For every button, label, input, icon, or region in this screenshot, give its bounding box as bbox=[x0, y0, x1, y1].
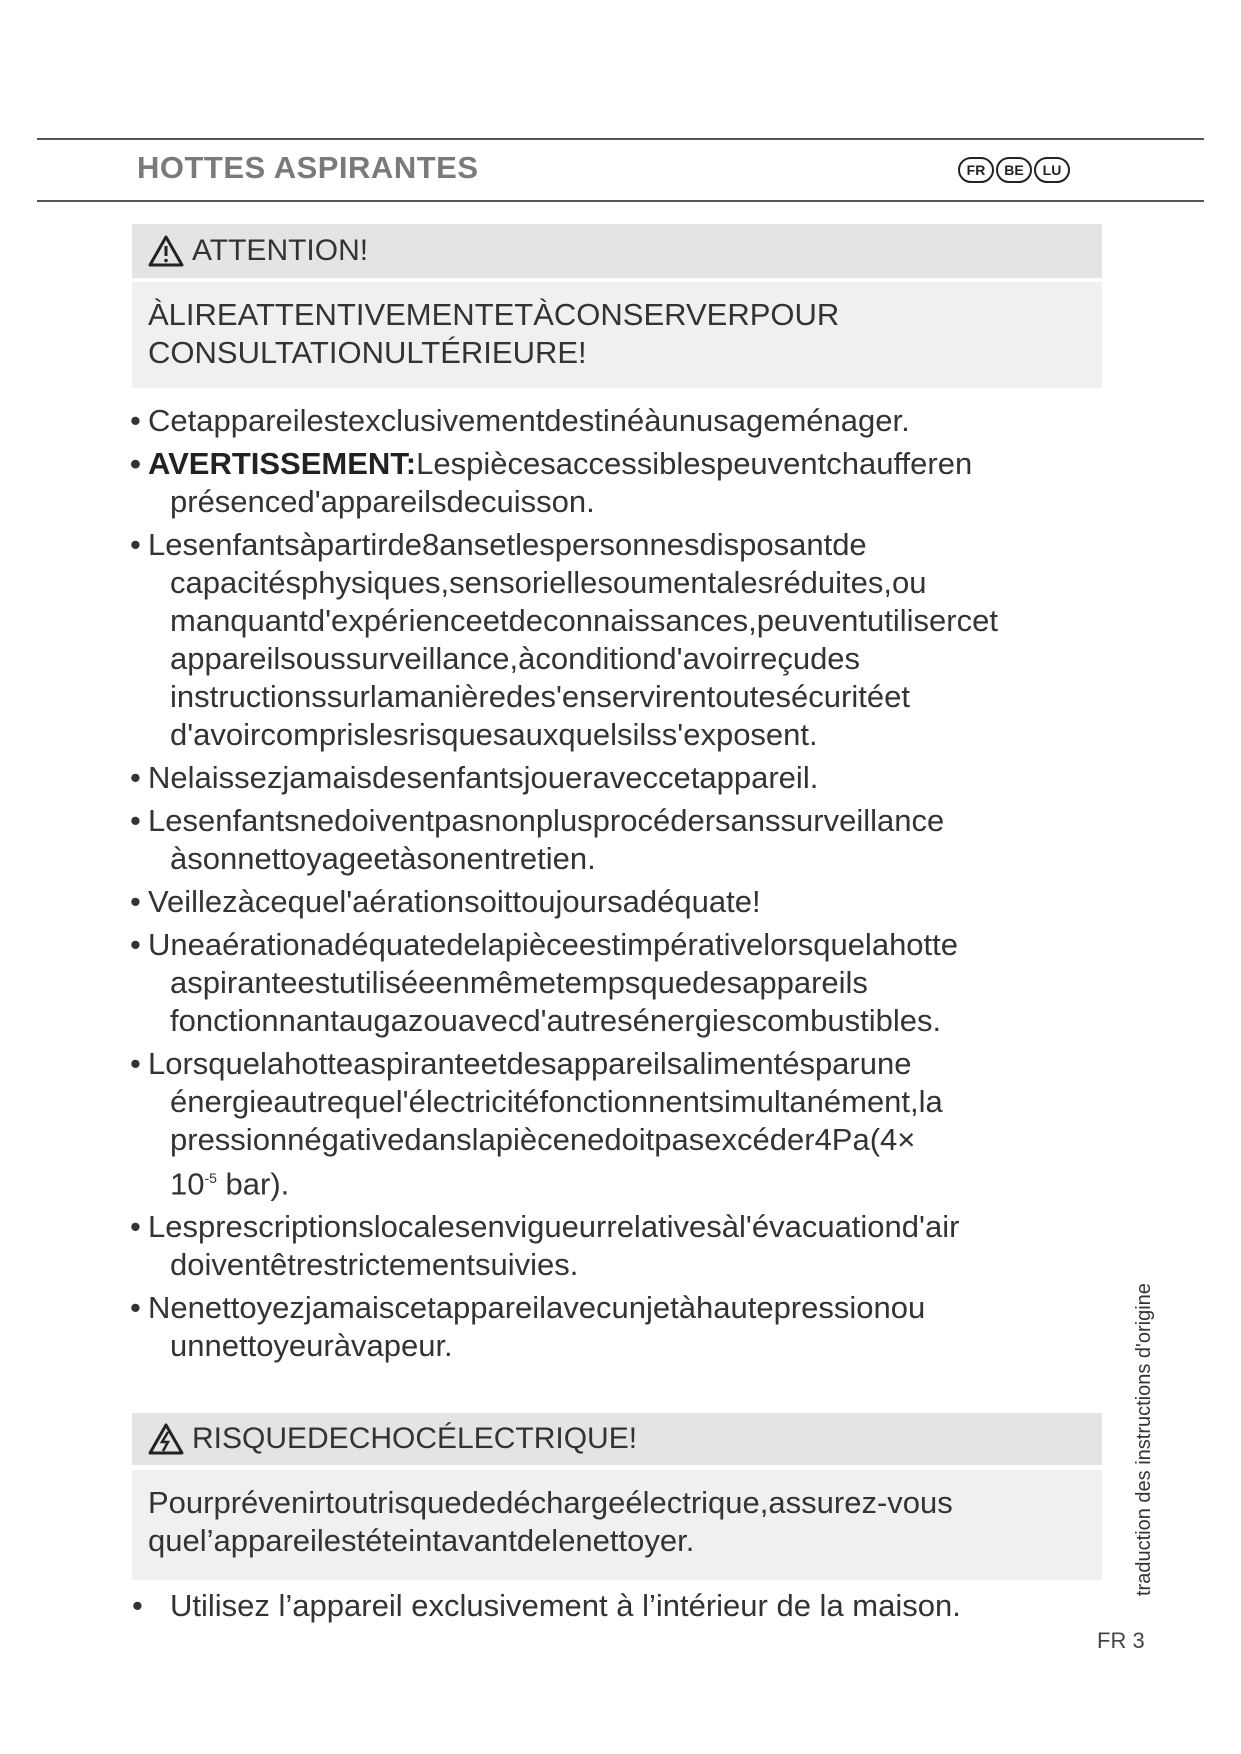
attention-heading-bar bbox=[132, 224, 1102, 278]
list-item: • Lesenfantsnedoiventpasnonplusprocédersanssurveillance àsonnettoyageetàsonentretien. bbox=[130, 803, 945, 876]
country-badge-be: BE bbox=[996, 157, 1032, 183]
translation-note: traduction des instructions d'origine bbox=[1133, 1283, 1155, 1596]
attention-body-line: ÀLIREATTENTIVEMENTETÀCONSERVERPOUR bbox=[148, 297, 840, 332]
list-item: • Nenettoyezjamaiscetappareilavecunjetàhautepressionou unnettoyeuràvapeur. bbox=[130, 1290, 926, 1364]
shock-body bbox=[132, 1470, 1102, 1580]
country-badges bbox=[958, 157, 1070, 183]
list-item: • Lesenfantsàpartirde8ansetlespersonnesdisposantde capacitésphysiques,sensoriellesoumentalesréduites,ou manquantd'expérienceetdeconnaissances,peuventutilisercet appareilsoussurveillance,àconditiond'avoirreçudes instructionssurlamanièredes'enservirentoutesécuritéet d'avoircomprislesrisquesauxquelsilss'exposent. bbox=[130, 527, 998, 752]
country-badge-fr: FR bbox=[958, 157, 994, 183]
list-item: • Nelaissezjamaisdesenfantsjoueraveccetappareil. bbox=[130, 760, 819, 795]
shock-body-line: Pourprévenirtoutrisquededéchargeélectrique,assurez-vous bbox=[148, 1485, 953, 1520]
list-item: • Lesprescriptionslocalesenvigueurrelativesàl'évacuationd'air doiventêtrestrictementsuivies. bbox=[130, 1209, 960, 1283]
warning-triangle-icon bbox=[148, 235, 184, 267]
list-item-warning: • AVERTISSEMENT:Lespiècesaccessiblespeuventchaufferen présenced'appareilsdecuisson. bbox=[130, 446, 973, 519]
shock-body-line: quel’appareilestéteintavantdelenettoyer. bbox=[148, 1523, 695, 1558]
attention-body-line: CONSULTATIONULTÉRIEURE! bbox=[148, 335, 587, 370]
list-item: • Veillezàcequel'aérationsoittoujoursadéquate! bbox=[130, 884, 761, 919]
attention-heading: ATTENTION! bbox=[192, 234, 369, 267]
list-item: • Lorsquelahotteaspiranteetdesappareilsalimentésparune énergieautrequel'électricitéfonctionnentsimultanément,la pressionnégativedanslapiècenedoitpasexcéder4Pa(4× $10^{-5}$ bar). bbox=[130, 1046, 943, 1202]
page-number: FR 3 bbox=[1097, 1628, 1145, 1653]
shock-heading-bar bbox=[132, 1413, 1102, 1465]
list-item: • Uneaérationadéquatedelapièceestimpérativelorsquelahotte aspiranteestutiliséeenmêmetempsquedesappareils fonctionnantaugazouavecd'autresénergiescombustibles. bbox=[130, 927, 959, 1038]
attention-body bbox=[132, 282, 1102, 388]
list-item: • Utilisez l’appareil exclusivement à l’intérieur de la maison. bbox=[132, 1588, 961, 1623]
safety-instructions-list bbox=[130, 402, 1090, 1370]
shock-heading: RISQUEDECHOCÉLECTRIQUE! bbox=[192, 1422, 638, 1455]
header-top-rule bbox=[37, 138, 1204, 140]
page-title: HOTTES ASPIRANTES bbox=[137, 150, 479, 185]
country-badge-lu: LU bbox=[1034, 157, 1070, 183]
warning-label: AVERTISSEMENT: bbox=[148, 446, 417, 481]
header-bottom-rule bbox=[37, 200, 1204, 202]
electric-shock-icon bbox=[148, 1423, 184, 1455]
list-item: • Cetappareilestexclusivementdestinéàunusageménager. bbox=[130, 403, 910, 438]
